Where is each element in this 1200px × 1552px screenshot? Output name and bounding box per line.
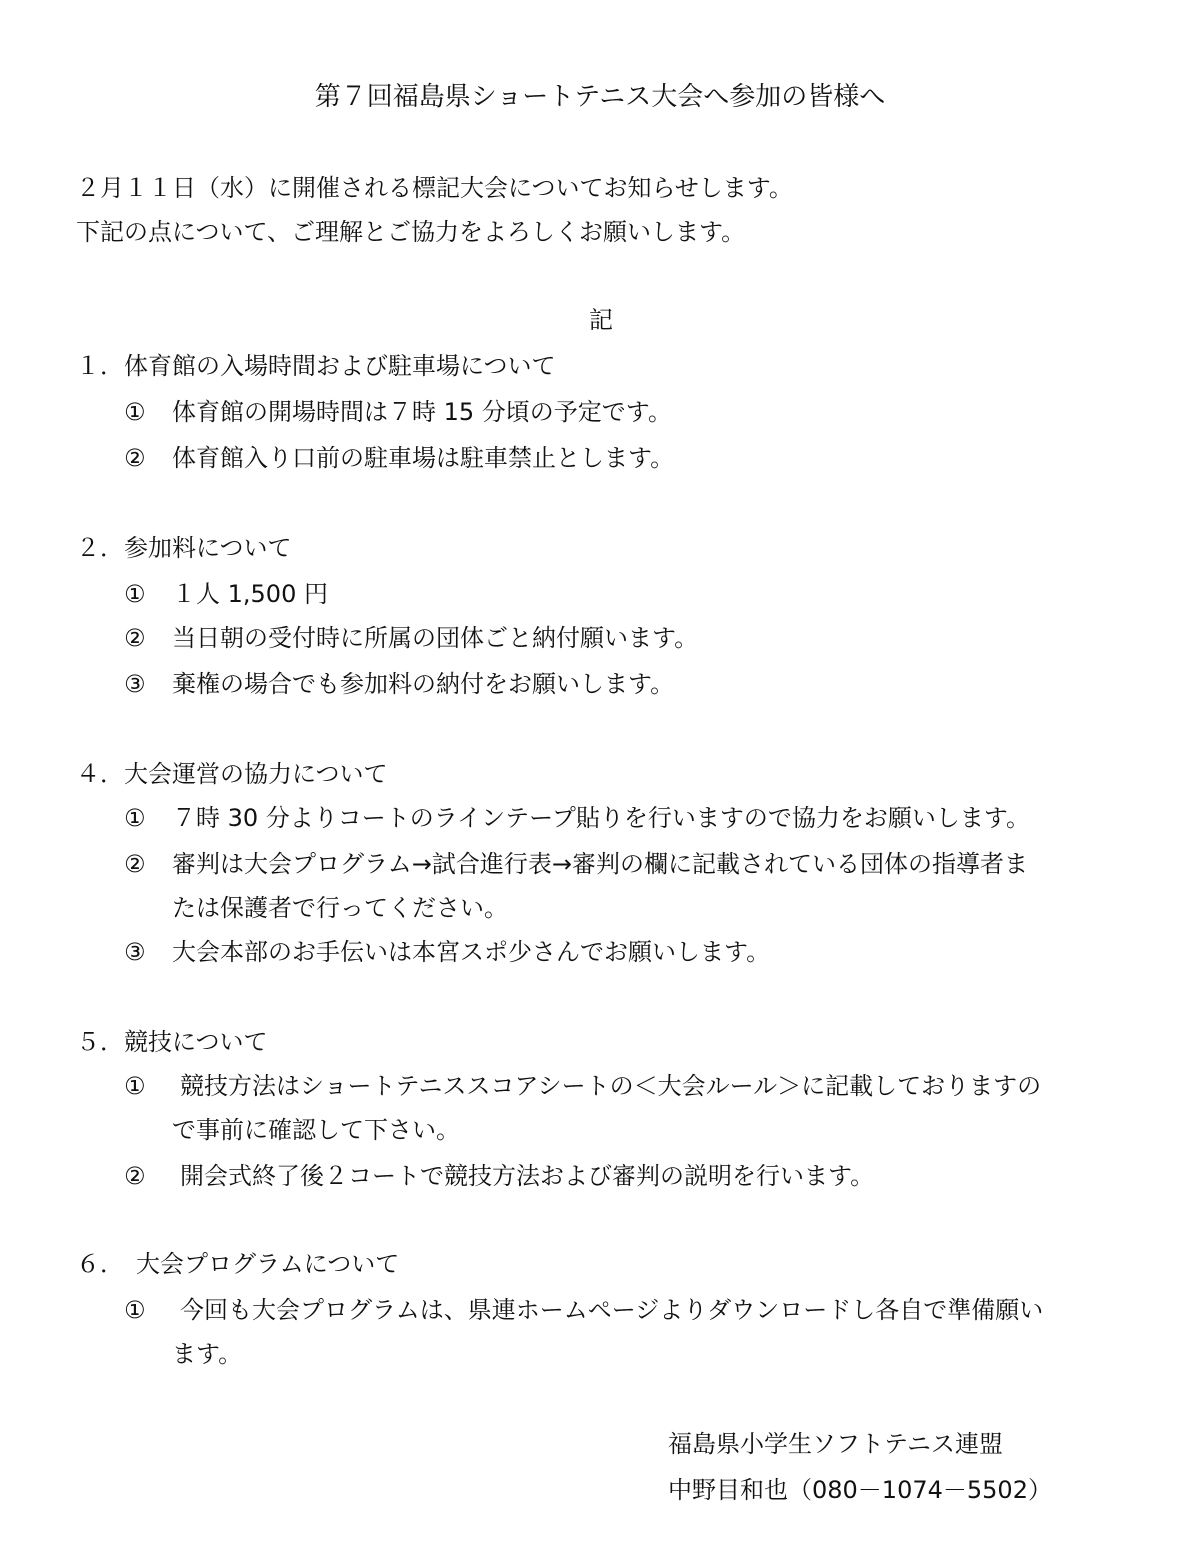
item-number-mark: ① [124,580,146,608]
item-number-mark: ① [124,1296,146,1324]
item-number-mark: ② [124,624,146,652]
item-number-mark: ② [124,1162,146,1190]
section-heading: ４．大会運営の協力について [76,760,388,788]
intro-line-1: ２月１１日（水）に開催される標記大会についてお知らせします。 [76,174,793,202]
section-heading: ５．競技について [76,1028,268,1056]
section-heading: ２．参加料について [76,534,292,562]
item-number-mark: ② [124,850,146,878]
item-number-mark: ③ [124,670,146,698]
ki-heading: 記 [589,306,613,334]
item-text: 大会本部のお手伝いは本宮スポ少さんでお願いします。 [172,938,771,966]
item-text: ７時 30 分よりコートのラインテープ貼りを行いますので協力をお願いします。 [172,804,1030,832]
intro-line-2: 下記の点について、ご理解とご協力をよろしくお願いします。 [76,218,746,246]
item-text: 棄権の場合でも参加料の納付をお願いします。 [172,670,675,698]
item-number-mark: ③ [124,938,146,966]
document-title: 第７回福島県ショートテニス大会へ参加の皆様へ [314,82,886,112]
item-number-mark: ① [124,1072,146,1100]
item-text: 審判は大会プログラム→試合進行表→審判の欄に記載されている団体の指導者ま [172,850,1028,878]
item-text: 体育館の開場時間は７時 15 分頃の予定です。 [172,398,672,426]
item-text-continuation: で事前に確認して下さい。 [172,1116,460,1144]
item-text-continuation: ます。 [172,1340,243,1368]
item-text: 当日朝の受付時に所属の団体ごと納付願います。 [172,624,699,652]
item-number-mark: ② [124,444,146,472]
item-text: 今回も大会プログラムは、県連ホームページよりダウンロードし各自で準備願い [180,1296,1044,1324]
item-text-continuation: たは保護者で行ってください。 [172,894,508,922]
item-text: 開会式終了後２コートで競技方法および審判の説明を行います。 [180,1162,875,1190]
item-text: 競技方法はショートテニススコアシートの＜大会ルール＞に記載しておりますの [180,1072,1042,1100]
item-number-mark: ① [124,398,146,426]
section-heading: １．体育館の入場時間および駐車場について [76,352,556,380]
signature-contact: 中野目和也（080－1074－5502） [668,1476,1052,1504]
signature-organization: 福島県小学生ソフトテニス連盟 [668,1430,1004,1458]
item-text: １人 1,500 円 [172,580,328,608]
section-heading: ６． 大会プログラムについて [76,1250,400,1278]
item-text: 体育館入り口前の駐車場は駐車禁止とします。 [172,444,675,472]
item-number-mark: ① [124,804,146,832]
